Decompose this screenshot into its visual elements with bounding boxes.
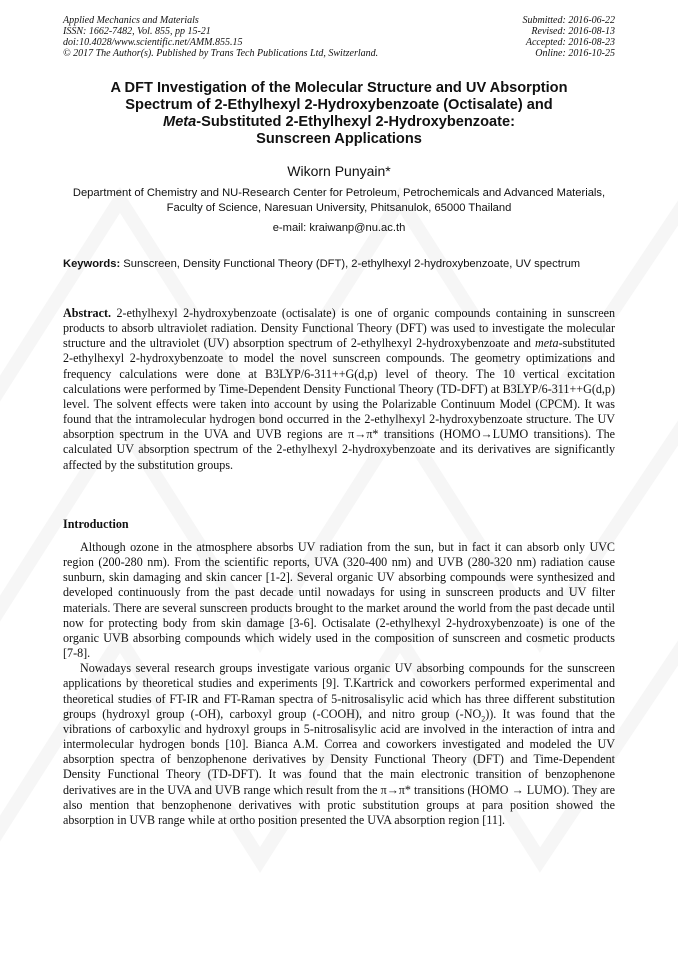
intro-paragraph-2-part-b: )). It was found that the vibrations of carboxylic and hydroxyl groups in 5-nitrosalisylic acid are involved in the interaction of intra and intermolecular hydrogen bonds [10]. Bianca A.M. Correa and coworkers investigated and modeled the UV absorption spectra of benzophenone derivatives by Density Functional Theory (DFT) and Time-Dependent Density Functional Theory (TD-DFT). It was found that the main electronic transition of benzophenone derivatives are in the UVA and UVB range which result from the π→π* transitions (HOMO → LUMO). They are also mention that benzophenone derivatives with protic substitution groups at para position showed the absorption in UVB range while at ortho position presented the UVA absorption region [11]. (63, 706, 616, 827)
submitted-date: Submitted: 2016-06-22 (522, 15, 615, 26)
introduction-body (63, 540, 615, 828)
abstract-meta-italic: meta (535, 336, 559, 351)
revised-date: Revised: 2016-08-13 (531, 26, 615, 37)
intro-paragraph-1: Although ozone in the atmosphere absorbs UV radiation from the sun, but in fact it can absorb only UVC region (200-280 nm). From the scientific reports, UVA (320-400 nm) and UVB (280-320 nm) radiation cause sunburn, skin damaging and skin cancer [1-2]. Several organic UV absorbing compounds were synthesized and developed continuously from the past decade until nowadays for using in sunscreen products and UV filter materials. There are several sunscreen products brought to the market around the world from the past decade until now for protecting body from skin damage [3-6]. Octisalate (2-ethylhexyl 2-hydroxybenzoate) is one of the organic UVB absorbing compounds which widely used in the composition of sunscreen and cosmetic products [7-8]. (63, 540, 615, 661)
title-line-4: Sunscreen Applications (256, 131, 422, 147)
copyright-line: © 2017 The Author(s). Published by Trans Tech Publications Ltd, Switzerland. (63, 48, 379, 59)
title-line-3 (63, 114, 615, 131)
abstract (63, 306, 615, 473)
title-line-2: Spectrum of 2-Ethylhexyl 2-Hydroxybenzoate (Octisalate) and (125, 97, 553, 113)
journal-info (63, 15, 378, 59)
affiliation: Department of Chemistry and NU-Research Center for Petroleum, Petrochemicals and Advanced Materials, Faculty of Science, Naresuan University, Phitsanulok, 65000 Thailand (72, 187, 606, 214)
abstract-text-1: 2-ethylhexyl 2-hydroxybenzoate (octisalate) is one of organic compounds containing in sunscreen products to absorb ultraviolet radiation. Density Functional Theory (DFT) was used to investigate the molecular structure and the ultraviolet (UV) absorption spectrum of 2-ethylhexyl 2-hydroxybenzoate and (63, 306, 615, 351)
abstract-text-2: -substituted 2-ethylhexyl 2-hydroxybenzoate to model the novel sunscreen compounds. The geometry optimizations and frequency calculations were done at B3LYP/6-311++G(d,p) level of theory. The 10 vertical excitation calculations were performed by Time-Dependent Density Functional Theory (TD-DFT) at B3LYP/6-311++G(d,p) level. The solvent effects were taken into account by using the Polarizable Continuum Model (CPCM). It was found that the intramolecular hydrogen bond occurred in the 2-ethylhexyl 2-hydroxybenzoate structure. The UV absorption spectrum in the UVA and UVB regions are π→π* transitions (HOMO→LUMO transitions). The calculated UV absorption spectrum of the 2-ethylhexyl 2-hydroxybenzoate and its derivatives are significantly affected by the substitution groups. (63, 336, 615, 472)
intro-paragraph-2-part-a: Nowadays several research groups investigate various organic UV absorbing compounds for the sunscreen applications by theoretical studies and experiments [9]. T.Kartrick and coworkers performed experimental and theoretical studies of FT-IR and FT-Raman spectra of 5-nitrosalisylic acid which has three different substitution groups (hydroxyl group (-OH), carboxyl group (-COOH), and nitro group (-NO (63, 661, 615, 721)
keywords-label: Keywords: (63, 258, 121, 270)
abstract-label: Abstract. (63, 306, 112, 320)
author-email: e-mail: kraiwanp@nu.ac.th (272, 222, 406, 234)
title-line-3-rest: -Substituted 2-Ethylhexyl 2-Hydroxybenzoate: (196, 114, 515, 130)
author-name: Wikorn Punyain* (287, 163, 391, 179)
doi-line: doi:10.4028/www.scientific.net/AMM.855.15 (63, 37, 243, 48)
accepted-date: Accepted: 2016-08-23 (525, 37, 615, 48)
online-date: Online: 2016-10-25 (535, 48, 615, 59)
keywords (63, 257, 615, 272)
issn-line: ISSN: 1662-7482, Vol. 855, pp 15-21 (63, 26, 211, 37)
publication-dates (523, 15, 616, 59)
keywords-text: Sunscreen, Density Functional Theory (DFT), 2-ethylhexyl 2-hydroxybenzoate, UV spectrum (120, 258, 581, 270)
title-line-1: A DFT Investigation of the Molecular Structure and UV Absorption (110, 80, 568, 96)
paper-title (63, 80, 615, 148)
introduction-heading: Introduction (63, 517, 129, 531)
intro-paragraph-2 (63, 661, 615, 828)
no2-subscript: 2 (481, 714, 486, 724)
journal-name: Applied Mechanics and Materials (63, 15, 199, 26)
title-meta-italic: Meta (163, 114, 197, 130)
